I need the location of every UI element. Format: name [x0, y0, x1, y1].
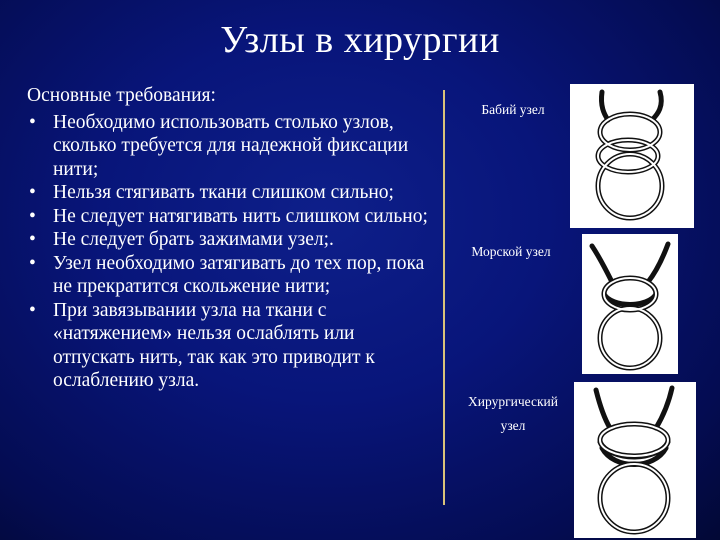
requirement-item: • Не следует натягивать нить слишком сильно;	[27, 205, 435, 229]
requirement-item: • Узел необходимо затягивать до тех пор, пока не прекратится скольжение нити;	[27, 252, 435, 299]
surgical-knot-diagram-icon	[574, 382, 696, 538]
requirements-heading: Основные требования:	[27, 85, 216, 106]
knot-label-granny: Бабий узел	[481, 102, 545, 117]
requirement-item: • Не следует брать зажимами узел;.	[27, 228, 435, 252]
vertical-divider	[443, 90, 445, 505]
requirements-block	[27, 84, 435, 393]
requirements-list	[27, 111, 435, 393]
requirement-item: • При завязывании узла на ткани с «натяжением» нельзя ослаблять или отпускать нить, так как это приводит к ослаблению узла.	[27, 299, 435, 393]
knot-label-reef: Морской узел	[471, 244, 551, 259]
granny-knot-diagram-icon	[570, 84, 694, 228]
requirement-item: • Нельзя стягивать ткани слишком сильно;	[27, 181, 435, 205]
slide-title: Узлы в хирургии	[220, 19, 500, 61]
knot-label-surgical: Хирургический узел	[468, 394, 558, 433]
requirement-item: • Необходимо использовать столько узлов, сколько требуется для надежной фиксации нити;	[27, 111, 435, 182]
reef-knot-diagram-icon	[582, 234, 678, 374]
